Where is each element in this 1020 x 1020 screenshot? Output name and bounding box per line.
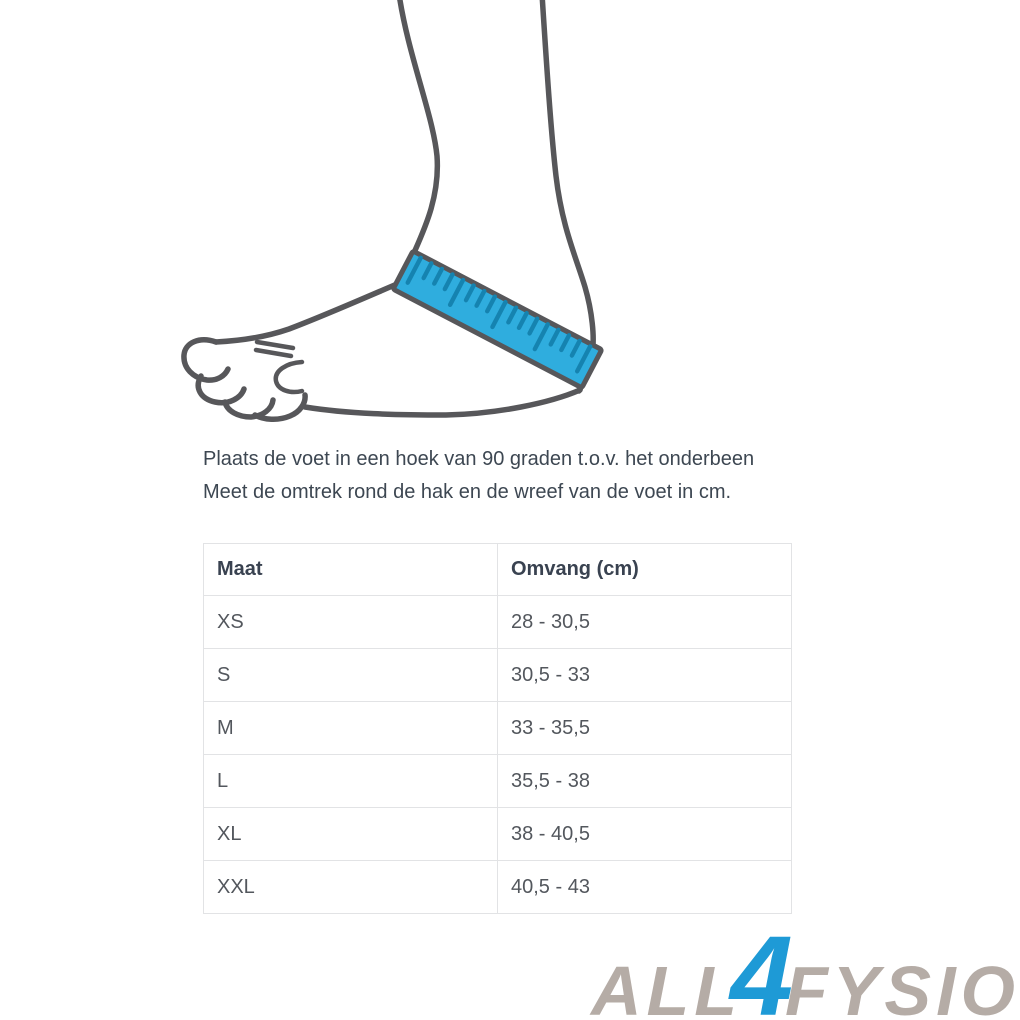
table-row (204, 755, 792, 808)
foot-measurement-illustration (0, 0, 1020, 432)
logo-number-4: 4 (730, 913, 793, 1020)
logo-text-all: ALL (591, 952, 743, 1020)
all4fysio-logo (591, 913, 1020, 1020)
toe-gap-line (257, 342, 293, 348)
size-column-header: Maat (204, 544, 498, 596)
table-header-row (204, 544, 792, 596)
circumference-cell: 30,5 - 33 (498, 649, 792, 702)
size-cell: S (204, 649, 498, 702)
circumference-cell: 40,5 - 43 (498, 861, 792, 914)
circumference-column-header: Omvang (cm) (498, 544, 792, 596)
instruction-line-1: Plaats de voet in een hoek van 90 graden t.o.v. het onderbeen (203, 448, 755, 470)
table-row (204, 861, 792, 914)
table-row (204, 702, 792, 755)
shin-front-line (399, 0, 437, 255)
size-cell: XL (204, 808, 498, 861)
measurement-instructions (203, 443, 843, 508)
size-cell: L (204, 755, 498, 808)
big-toe-line (184, 340, 228, 380)
size-cell: XXL (204, 861, 498, 914)
circumference-cell: 33 - 35,5 (498, 702, 792, 755)
size-table (203, 543, 792, 914)
size-table-body (204, 596, 792, 914)
toe-line (255, 395, 305, 419)
circumference-cell: 35,5 - 38 (498, 755, 792, 808)
measuring-tape (393, 251, 602, 388)
circumference-cell: 38 - 40,5 (498, 808, 792, 861)
table-row (204, 649, 792, 702)
size-cell: M (204, 702, 498, 755)
table-row (204, 808, 792, 861)
size-cell: XS (204, 596, 498, 649)
logo-text-fysio: FYSIO (784, 952, 1020, 1020)
instruction-line-2: Meet de omtrek rond de hak en de wreef van de voet in cm. (203, 480, 732, 503)
circumference-cell: 28 - 30,5 (498, 596, 792, 649)
sole-line (305, 390, 580, 415)
instep-line (216, 284, 397, 342)
table-row (204, 596, 792, 649)
toe-gap-line (256, 350, 291, 356)
toe-knuckle-arc (276, 362, 302, 392)
